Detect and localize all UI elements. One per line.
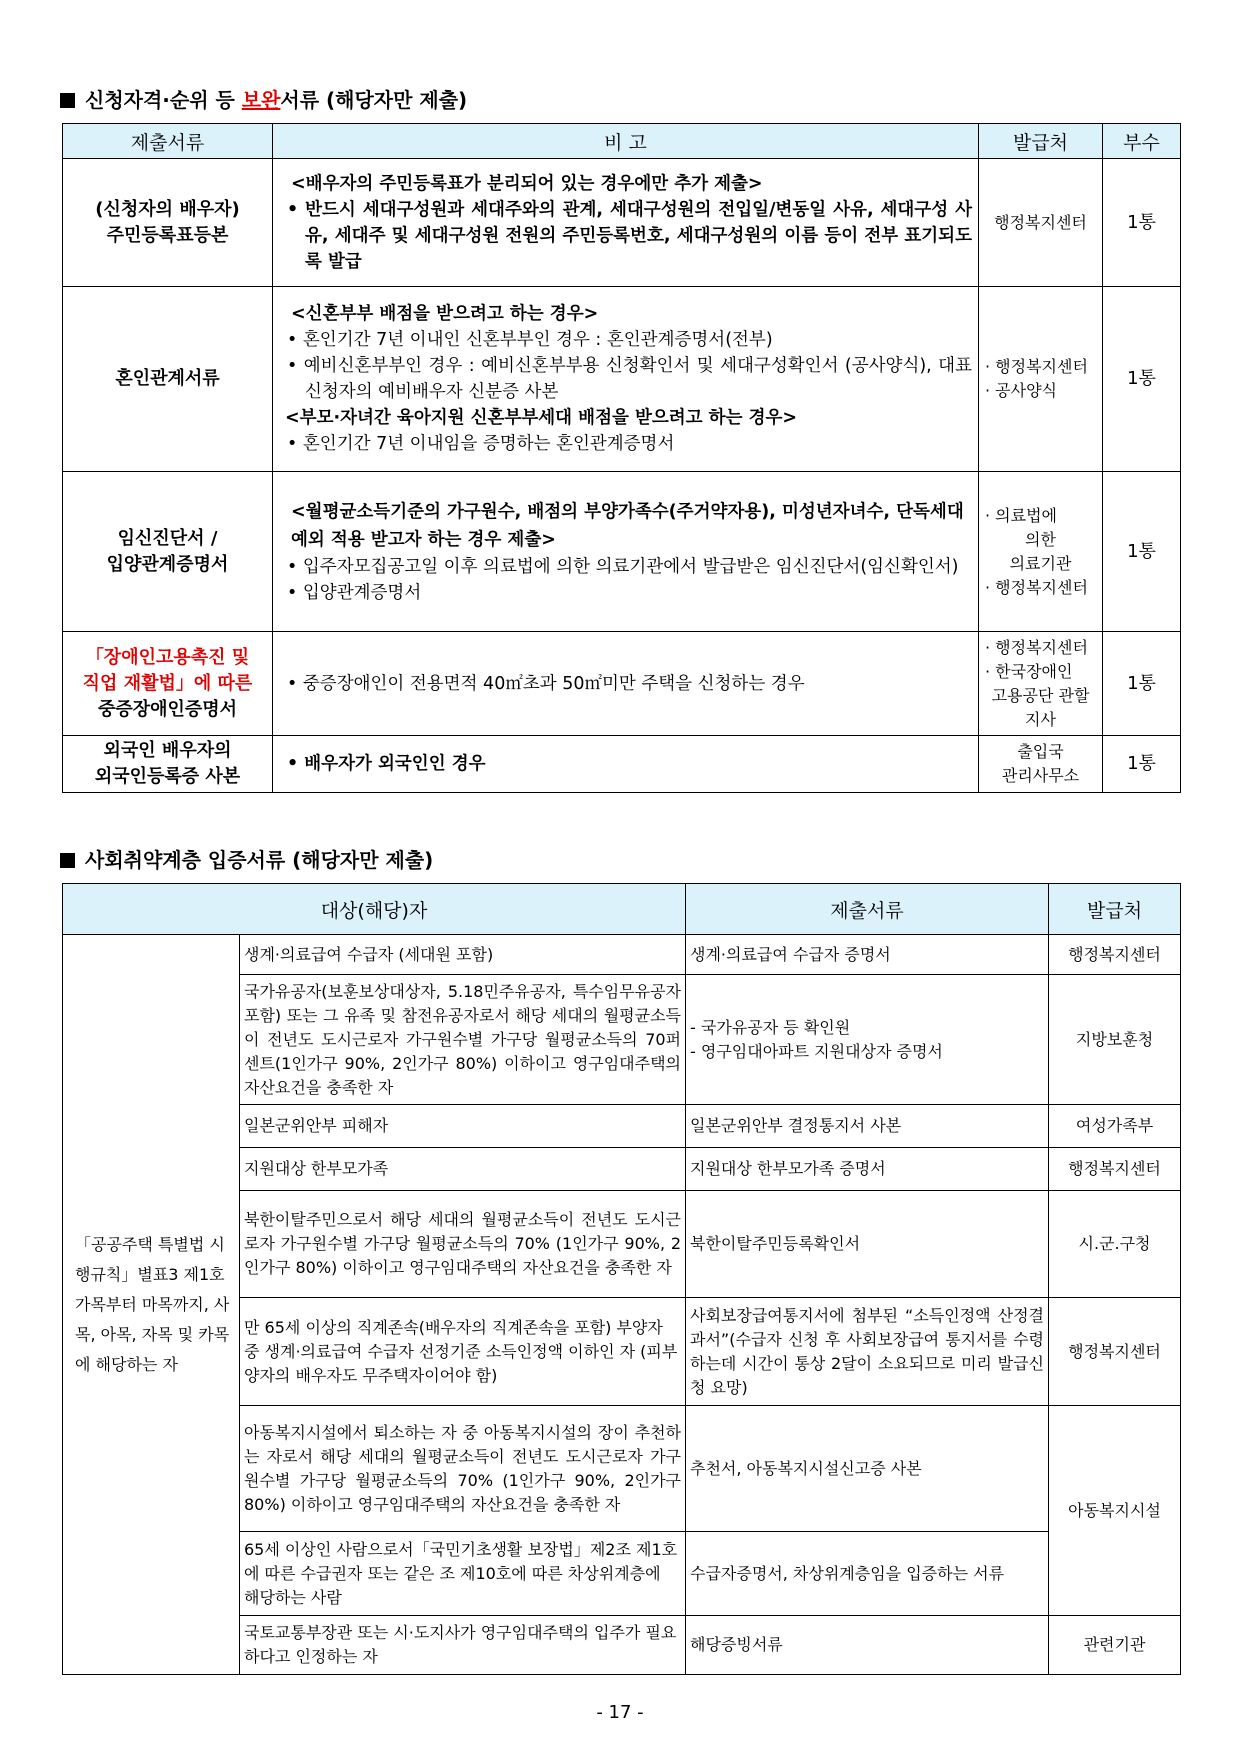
group-label: 「공공주택 특별법 시행규칙」별표3 제1호 가목부터 마목까지, 사목, 아목, 자목 및 카목에 해당하는 자 xyxy=(63,935,240,1675)
highlight-word: 보완 xyxy=(241,88,281,112)
copies-cell: 1통 xyxy=(1103,736,1181,793)
note-cell: <배우자의 주민등록표가 분리되어 있는 경우에만 추가 제출> • 반드시 세대구성원과 세대주와의 관계, 세대구성원의 전입일/변동일 사유, 세대구성 사유, 세대주 및 세대구성원 전원의 주민등록번호, 세대구성원의 이름 등이 전부 표기되도록 발급 xyxy=(273,159,979,287)
square-bullet-icon xyxy=(60,853,75,868)
doc-cell: 임신진단서 / 입양관계증명서 xyxy=(63,472,273,632)
doc-cell: 외국인 배우자의 외국인등록증 사본 xyxy=(63,736,273,793)
issuer-cell: · 행정복지센터 · 한국장애인 고용공단 관할 지사 xyxy=(979,632,1103,736)
copies-cell: 1통 xyxy=(1103,472,1181,632)
copies-cell: 1통 xyxy=(1103,287,1181,472)
note-cell: <월평균소득기준의 가구원수, 배점의 부양가족수(주거약자용), 미성년자녀수, 단독세대 예외 적용 받고자 하는 경우 제출> • 입주자모집공고일 이후 의료법에 의한 의료기관에서 발급받은 임신진단서(임신확인서) • 입양관계증명서 xyxy=(273,472,979,632)
target-cell: 만 65세 이상의 직계존속(배우자의 직계존속을 포함) 부양자 중 생계·의료급여 수급자 선정기준 소득인정액 이하인 자 (피부양자의 배우자도 무주택자이어야 함) xyxy=(240,1298,686,1406)
issuer-cell: 관련기관 xyxy=(1049,1616,1181,1675)
copies-cell: 1통 xyxy=(1103,159,1181,287)
target-cell: 일본군위안부 피해자 xyxy=(240,1105,686,1148)
issuer-cell: 지방보훈청 xyxy=(1049,975,1181,1105)
target-cell: 국가유공자(보훈보상대상자, 5.18민주유공자, 특수임무유공자 포함) 또는 그 유족 및 참전유공자로서 해당 세대의 월평균소득이 전년도 도시근로자 가구원수별 가구당 월평균소득의 70퍼센트(1인가구 90%, 2인가구 80%) 이하이고 영구임대주택의 자산요건을 충족한 자 xyxy=(240,975,686,1105)
supplementary-docs-table xyxy=(62,123,1181,793)
table-row xyxy=(63,935,1181,975)
issuer-cell: 행정복지센터 xyxy=(1049,935,1181,975)
header-target: 대상(해당)자 xyxy=(63,884,686,935)
issuer-cell: 행정복지센터 xyxy=(979,159,1103,287)
target-cell: 아동복지시설에서 퇴소하는 자 중 아동복지시설의 장이 추천하는 자로서 해당 세대의 월평균소득이 전년도 도시근로자 가구원수별 가구당 월평균소득의 70% (1인가구 90%, 2인가구 80%) 이하이고 영구임대주택의 자산요건을 충족한 자 xyxy=(240,1406,686,1532)
section1-title: 신청자격·순위 등 보완서류 (해당자만 제출) xyxy=(60,88,467,112)
header-issuer: 발급처 xyxy=(979,124,1103,159)
table-row xyxy=(63,159,1181,287)
issuer-cell: 시.군.구청 xyxy=(1049,1191,1181,1298)
doc-cell: 일본군위안부 결정통지서 사본 xyxy=(686,1105,1049,1148)
note-cell: • 배우자가 외국인인 경우 xyxy=(273,736,979,793)
doc-cell: 추천서, 아동복지시설신고증 사본 xyxy=(686,1406,1049,1532)
target-cell: 생계·의료급여 수급자 (세대원 포함) xyxy=(240,935,686,975)
doc-cell: 수급자증명서, 차상위계층임을 입증하는 서류 xyxy=(686,1532,1049,1616)
issuer-cell: 출입국 관리사무소 xyxy=(979,736,1103,793)
page-number: - 17 - xyxy=(596,1702,644,1723)
doc-cell: (신청자의 배우자) 주민등록표등본 xyxy=(63,159,273,287)
table-row xyxy=(63,736,1181,793)
header-note: 비 고 xyxy=(273,124,979,159)
doc-cell: - 국가유공자 등 확인원 - 영구임대아파트 지원대상자 증명서 xyxy=(686,975,1049,1105)
target-cell: 국토교통부장관 또는 시·도지사가 영구임대주택의 입주가 필요하다고 인정하는 자 xyxy=(240,1616,686,1675)
table-row xyxy=(63,632,1181,736)
table-header-row xyxy=(63,884,1181,935)
header-doc: 제출서류 xyxy=(63,124,273,159)
doc-cell: 혼인관계서류 xyxy=(63,287,273,472)
vulnerable-group-docs-table xyxy=(62,883,1181,1675)
header-issuer: 발급처 xyxy=(1049,884,1181,935)
doc-cell: 사회보장급여통지서에 첨부된 “소득인정액 산정결과서”(수급자 신청 후 사회보장급여 통지서를 수령하는데 시간이 통상 2달이 소요되므로 미리 발급신청 요망) xyxy=(686,1298,1049,1406)
note-cell: <신혼부부 배점을 받으려고 하는 경우> • 혼인기간 7년 이내인 신혼부부인 경우 : 혼인관계증명서(전부) • 예비신혼부부인 경우 : 예비신혼부부용 신청확인서 및 세대구성확인서 (공사양식), 대표신청자의 예비배우자 신분증 사본 <부모·자녀간 육아지원 신혼부부세대 배점을 받으려고 하는 경우> • 혼인기간 7년 이내임을 증명하는 혼인관계증명서 xyxy=(273,287,979,472)
table-row xyxy=(63,287,1181,472)
issuer-cell: · 행정복지센터 · 공사양식 xyxy=(979,287,1103,472)
header-copies: 부수 xyxy=(1103,124,1181,159)
target-cell: 65세 이상인 사람으로서「국민기초생활 보장법」제2조 제1호에 따른 수급권자 또는 같은 조 제10호에 따른 차상위계층에 해당하는 사람 xyxy=(240,1532,686,1616)
header-doc: 제출서류 xyxy=(686,884,1049,935)
issuer-cell: · 의료법에 의한 의료기관 · 행정복지센터 xyxy=(979,472,1103,632)
table-header-row xyxy=(63,124,1181,159)
note-cell: • 중증장애인이 전용면적 40㎡초과 50㎡미만 주택을 신청하는 경우 xyxy=(273,632,979,736)
table-row xyxy=(63,472,1181,632)
doc-cell: 지원대상 한부모가족 증명서 xyxy=(686,1148,1049,1191)
issuer-cell: 여성가족부 xyxy=(1049,1105,1181,1148)
section2-title: 사회취약계층 입증서류 (해당자만 제출) xyxy=(60,848,433,872)
issuer-cell: 아동복지시설 xyxy=(1049,1406,1181,1616)
doc-cell: 「장애인고용촉진 및 직업 재활법」에 따른 중증장애인증명서 xyxy=(63,632,273,736)
square-bullet-icon xyxy=(60,93,75,108)
issuer-cell: 행정복지센터 xyxy=(1049,1148,1181,1191)
doc-cell: 생계·의료급여 수급자 증명서 xyxy=(686,935,1049,975)
doc-cell: 북한이탈주민등록확인서 xyxy=(686,1191,1049,1298)
copies-cell: 1통 xyxy=(1103,632,1181,736)
doc-cell: 해당증빙서류 xyxy=(686,1616,1049,1675)
issuer-cell: 행정복지센터 xyxy=(1049,1298,1181,1406)
target-cell: 북한이탈주민으로서 해당 세대의 월평균소득이 전년도 도시근로자 가구원수별 가구당 월평균소득의 70% (1인가구 90%, 2인가구 80%) 이하이고 영구임대주택의 자산요건을 충족한 자 xyxy=(240,1191,686,1298)
target-cell: 지원대상 한부모가족 xyxy=(240,1148,686,1191)
